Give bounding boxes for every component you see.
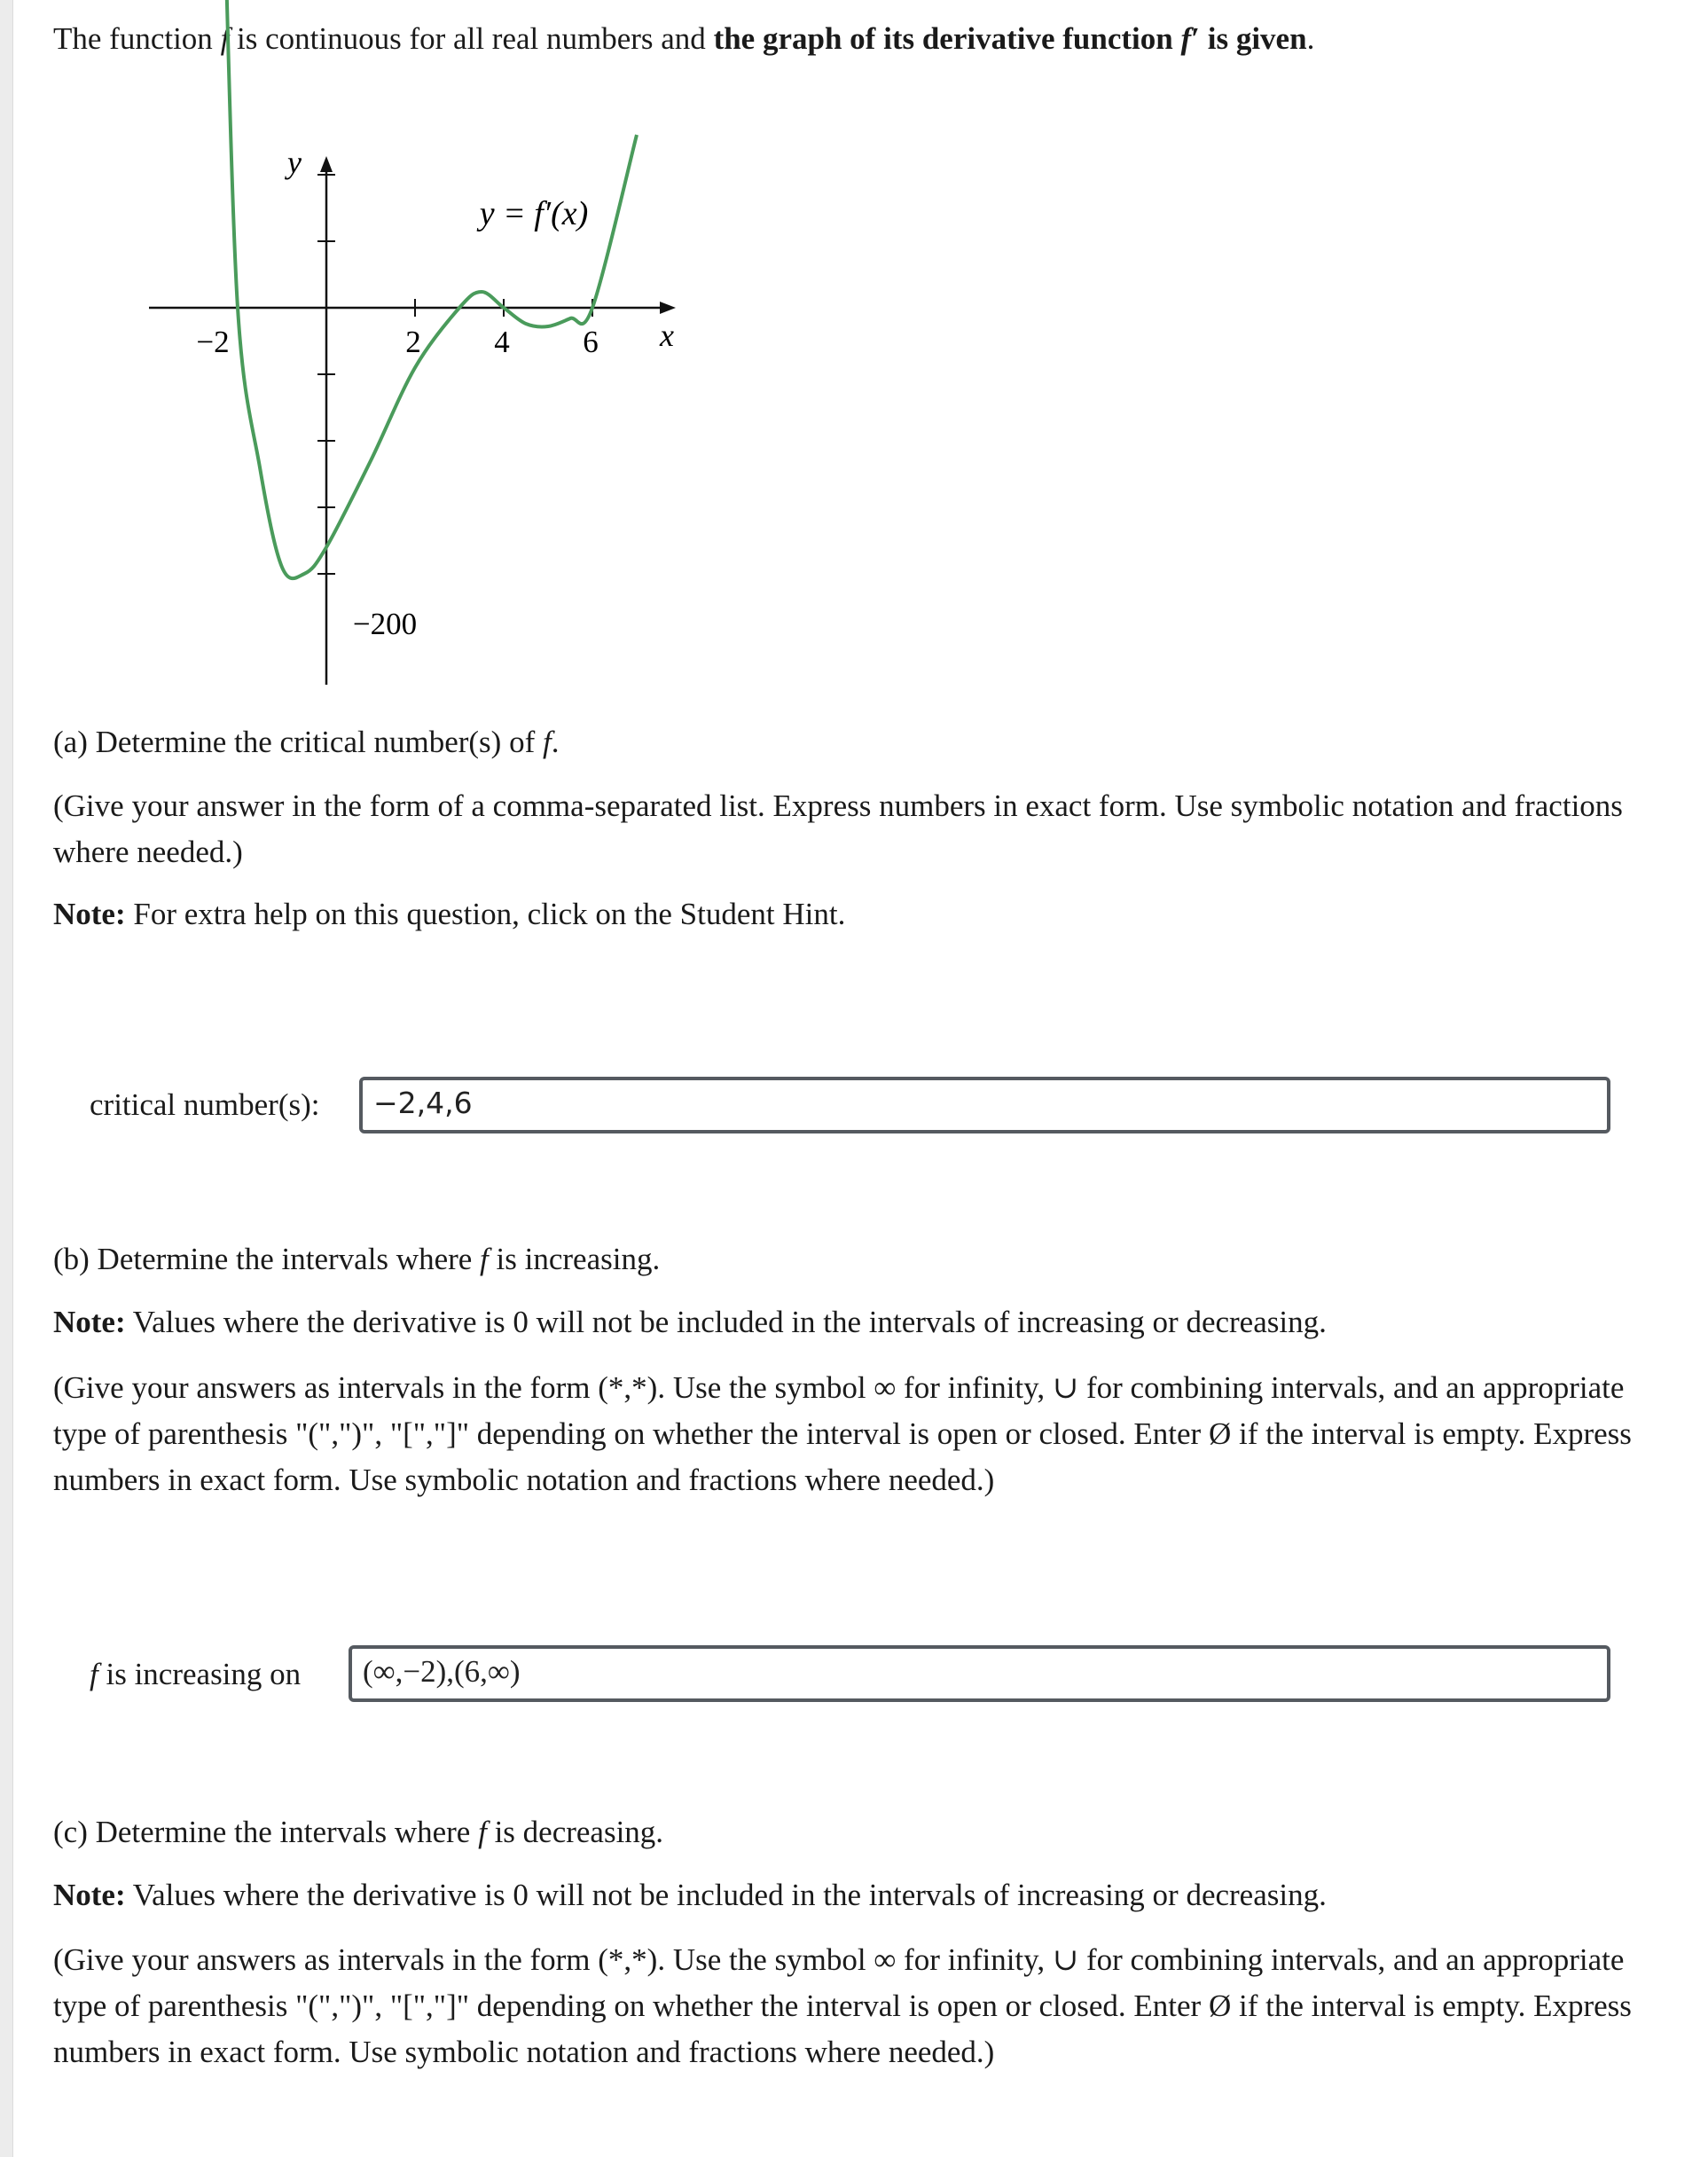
x-axis-label: x (660, 318, 674, 353)
tick-label-neg200: −200 (352, 607, 418, 641)
tick-label-2: 2 (405, 325, 421, 359)
part-c-question: (c) Determine the intervals where f is decreasing. (53, 1815, 664, 1849)
part-c-instructions: (Give your answers as intervals in the form (*,*). Use the symbol ∞ for infinity, ∪ for combining intervals, and an appropriate type of parenthesis "(",")", "[","]" depending on whether the interval is open or closed. Enter Ø if the interval is empty. Express numbers in exact form. Use symbolic notation and fractions where needed.) (53, 1942, 1632, 2069)
intro-text: The function f is continuous for all real numbers and the graph of its derivative function f′ is given. (53, 21, 1315, 56)
part-a-question: (a) Determine the critical number(s) of f. (53, 725, 560, 759)
part-b-note: Note: Values where the derivative is 0 will not be included in the intervals of increasing or decreasing. (53, 1305, 1327, 1339)
y-axis-arrow (320, 156, 333, 172)
derivative-graph (0, 0, 798, 710)
part-b-instructions: (Give your answers as intervals in the form (*,*). Use the symbol ∞ for infinity, ∪ for combining intervals, and an appropriate type of parenthesis "(",")", "[","]" depending on whether the interval is open or closed. Enter Ø if the interval is empty. Express numbers in exact form. Use symbolic notation and fractions where needed.) (53, 1370, 1632, 1497)
tick-label-6: 6 (583, 325, 599, 359)
part-c-note: Note: Values where the derivative is 0 will not be included in the intervals of increasing or decreasing. (53, 1878, 1327, 1912)
increasing-label: f is increasing on (90, 1657, 302, 1691)
critical-numbers-input[interactable]: −2,4,6 (359, 1077, 1610, 1133)
x-axis-arrow (660, 302, 676, 314)
critical-numbers-label: critical number(s): (90, 1087, 320, 1122)
increasing-input[interactable]: (∞,−2),(6,∞) (349, 1645, 1610, 1702)
tick-label-4: 4 (494, 325, 510, 359)
y-axis-label: y (287, 145, 302, 180)
tick-label-neg2: −2 (196, 325, 230, 359)
part-a-note: Note: For extra help on this question, click on the Student Hint. (53, 897, 846, 931)
part-a-instructions: (Give your answer in the form of a comma-separated list. Express numbers in exact form. Use symbolic notation and fractions where needed.) (53, 788, 1623, 869)
derivative-curve (224, 0, 637, 578)
curve-label: y = f′(x) (479, 195, 589, 232)
part-b-question: (b) Determine the intervals where f is increasing. (53, 1242, 661, 1276)
